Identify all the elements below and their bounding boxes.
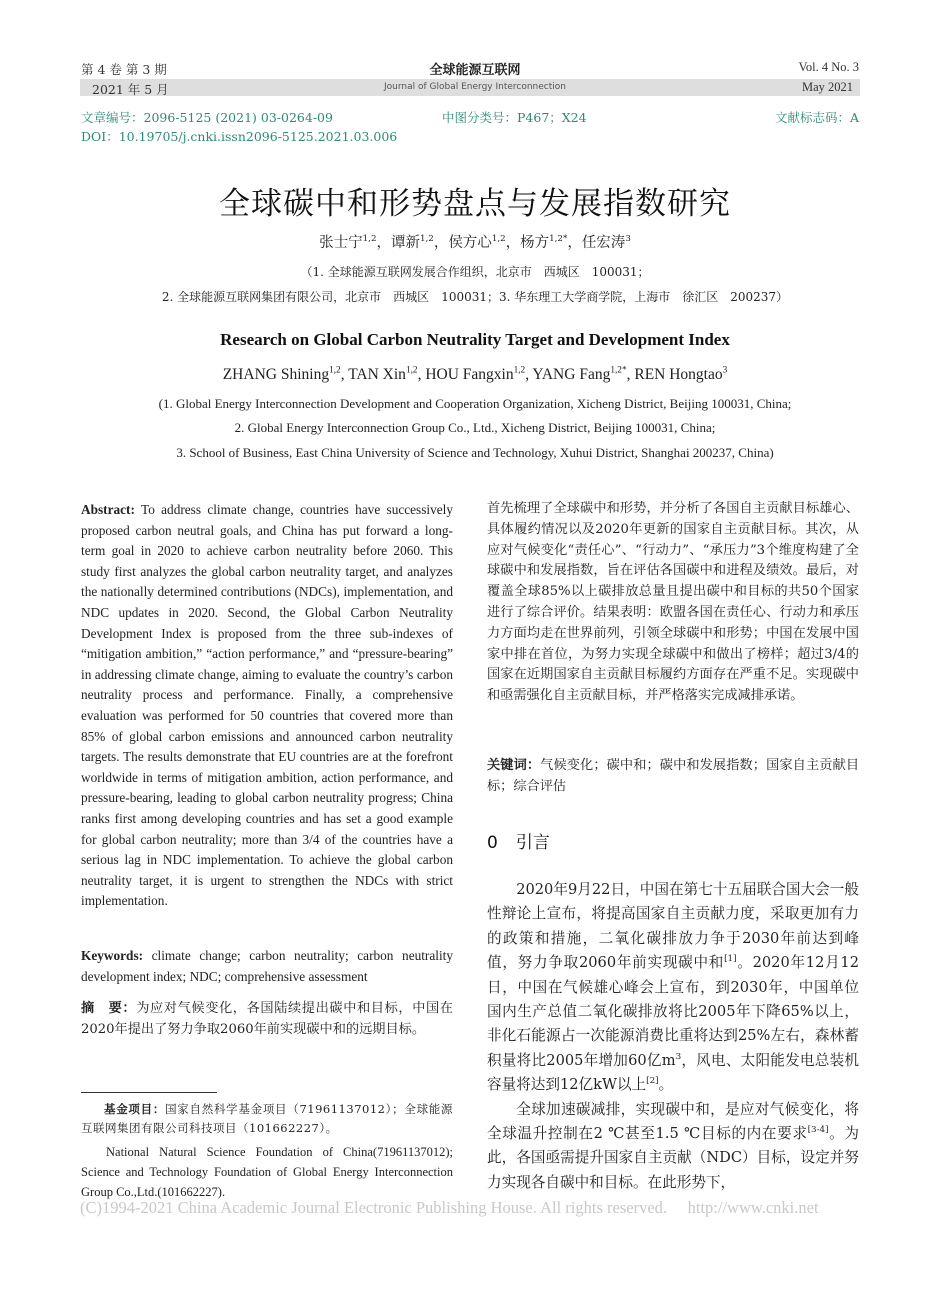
classification-number: 中图分类号：P467；X24 xyxy=(442,110,587,125)
funding-cn: 基金项目：国家自然科学基金项目（71961137012）；全球能源互联网集团有限公司科技项目（101662227）。 xyxy=(81,1102,454,1135)
author-list-cn: 张士宁$^{1,2}$，谭新$^{1,2}$，侯方心$^{1,2}$，杨方$^{1,2*}$，任宏涛$^3$ xyxy=(319,233,631,251)
footnote-rule xyxy=(81,1092,217,1093)
affiliation-en-1: (1. Global Energy Interconnection Development and Cooperation Organization, Xicheng District, Beijing 100031, China; xyxy=(158,396,792,411)
journal-name-en: Journal of Global Energy Interconnection xyxy=(384,82,566,92)
keywords-cn: 关键词：气候变化；碳中和；碳中和发展指数；国家自主贡献目标；综合评估 xyxy=(487,758,860,794)
article-number: 文章编号：2096-5125 (2021) 03-0264-09 xyxy=(81,110,333,125)
affiliation-cn-2: 2. 全球能源互联网集团有限公司，北京市 西城区 100031；3. 华东理工大学商学院，上海市 徐汇区 200237） xyxy=(161,290,789,304)
affiliation-en-3: 3. School of Business, East China University of Science and Technology, Xuhui District, Shanghai 200237, China) xyxy=(176,445,774,460)
abstract-en: Abstract: To address climate change, countries have successively proposed carbon neutral goals, and China has put forward a long-term goal in 2020 to achieve carbon neutrality before 2060. This study first analyzes the global carbon neutrality target, and analyzes the nationally determined contributions (NDCs), implementation, and NDC updates in 2020. Second, the Global Carbon Neutrality Development Index is proposed from the three sub-indexes of “mitigation ambition,” “action performance,” and “pressure-bearing” in addressing climate change, aiming to evaluate the country’s carbon neutrality process and performance. Finally, a comprehensive evaluation was performed for 50 countries that covered more than 85% of global carbon emissions and announced carbon neutrality targets. The results demonstrate that EU countries are at the forefront worldwide in terms of mitigation ambition, action performance, and pressure-bearing, leading to global carbon neutrality progress; China ranks first among developing countries and has set a good example for global carbon neutrality; more than 3/4 of the countries have a serious lag in NDC implementation. To achieve the global carbon neutrality target, it is urgent to strengthen the NDCs with strict implementation. xyxy=(81,502,453,909)
abstract-cn-part1: 摘 要：为应对气候变化，各国陆续提出碳中和目标，中国在2020年提出了努力争取2060年前实现碳中和的远期目标。 xyxy=(81,1001,453,1037)
affiliation-cn-1: （1. 全球能源互联网发展合作组织，北京市 西城区 100031； xyxy=(300,265,650,279)
volume-issue-en: Vol. 4 No. 3 xyxy=(798,60,859,74)
doi: DOI：10.19705/j.cnki.issn2096-5125.2021.03.006 xyxy=(81,129,398,144)
article-title-cn: 全球碳中和形势盘点与发展指数研究 xyxy=(219,186,731,222)
intro-paragraph-1: 2020年9月22日，中国在第七十五届联合国大会一般性辩论上宣布，将提高国家自主贡献力度，采取更加有力的政策和措施，二氧化碳排放力争于2030年前达到峰值，努力争取2060年前实现碳中和[1]。2020年12月12日，中国在气候雄心峰会上宣布，到2030年，中国单位国内生产总值二氧化碳排放将比2005年下降65%以上，非化石能源占一次能源消费比重将达到25%左右，森林蓄积量将比2005年增加60亿$m^3$，风电、太阳能发电总装机容量将达到12亿kW以上[2]。 xyxy=(487,881,859,1094)
journal-name-cn: 全球能源互联网 xyxy=(429,63,521,78)
author-list-en: ZHANG Shining$^{1,2}$, TAN Xin$^{1,2}$, HOU Fangxin$^{1,2}$, YANG Fang$^{1,2*}$, REN Hongtao$^3$ xyxy=(222,365,728,383)
introduction-body xyxy=(487,878,859,1195)
affiliation-en-2: 2. Global Energy Interconnection Group Co., Ltd., Xicheng District, Beijing 100031, China; xyxy=(234,420,716,435)
article-title-en: Research on Global Carbon Neutrality Target and Development Index xyxy=(220,330,730,349)
date-cn: 2021 年 5 月 xyxy=(92,82,169,97)
date-en: May 2021 xyxy=(801,80,853,94)
document-code: 文献标志码：A xyxy=(774,110,859,125)
volume-issue-cn: 第 4 卷 第 3 期 xyxy=(81,62,167,77)
keywords-en: Keywords: climate change; carbon neutrality; carbon neutrality development index; NDC; comprehensive assessment xyxy=(81,948,453,984)
abstract-cn-part2: 首先梳理了全球碳中和形势，并分析了各国自主贡献目标雄心、具体履约情况以及2020年更新的国家自主贡献目标。其次，从应对气候变化“责任心”、“行动力”、“承压力”3个维度构建了全球碳中和发展指数，旨在评估各国碳中和进程及绩效。最后，对覆盖全球85%以上碳排放总量且提出碳中和目标的共50个国家进行了综合评价。结果表明：欧盟各国在责任心、行动力和承压力方面均走在世界前列，引领全球碳中和形势；中国在发展中国家中排在首位，为努力实现全球碳中和做出了榜样；超过3/4的国家在近期国家自主贡献目标履约方面存在严重不足。实现碳中和亟需强化自主贡献目标，并严格落实完成减排承诺。 xyxy=(487,501,859,704)
intro-paragraph-2: 全球加速碳减排，实现碳中和，是应对气候变化，将全球温升控制在2 ℃甚至1.5 ℃目标的内在要求[3-4]。为此，各国亟需提升国家自主贡献（NDC）目标，设定并努力实现各自碳中和目标。在此形势下， xyxy=(487,1100,859,1191)
copyright-watermark: (C)1994-2021 China Academic Journal Electronic Publishing House. All rights reserved. http://www.cnki.net xyxy=(80,1198,819,1217)
section-heading-introduction: 0 引言 xyxy=(487,833,550,853)
funding-en: National Natural Science Foundation of China(71961137012); Science and Technology Foundation of Global Energy Interconnection Group Co.,Ltd.(101662227). xyxy=(81,1145,453,1199)
